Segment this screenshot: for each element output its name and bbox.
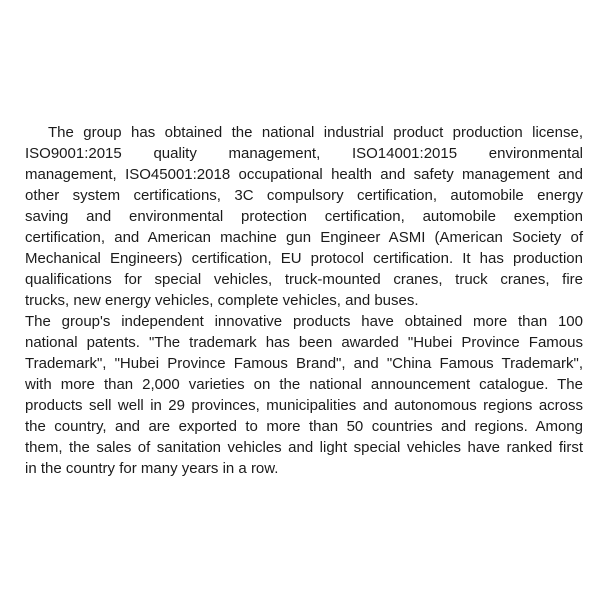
text-line: qualifications for special vehicles, truck-mounted cranes, truck cranes, fire: [25, 271, 583, 288]
text-line: them, the sales of sanitation vehicles and light special vehicles have ranked first: [25, 439, 583, 456]
text-line: trucks, new energy vehicles, complete vehicles, and buses.: [25, 292, 419, 309]
text-line: ISO9001:2015 quality management, ISO14001:2015 environmental: [25, 145, 583, 162]
text-line: management, ISO45001:2018 occupational health and safety management and: [25, 166, 583, 183]
text-line: in the country for many years in a row.: [25, 460, 279, 477]
text-line: with more than 2,000 varieties on the national announcement catalogue. The: [25, 376, 583, 393]
text-line: other system certifications, 3C compulsory certification, automobile energy: [25, 187, 583, 204]
text-line: the country, and are exported to more than 50 countries and regions. Among: [25, 418, 583, 435]
paragraph: [25, 122, 583, 311]
text-line: The group's independent innovative products have obtained more than 100: [25, 313, 583, 330]
text-line: products sell well in 29 provinces, municipalities and autonomous regions across: [25, 397, 583, 414]
paragraph: [25, 311, 583, 479]
text-line: The group has obtained the national industrial product production license,: [48, 124, 583, 141]
text-line: national patents. "The trademark has been awarded "Hubei Province Famous: [25, 334, 583, 351]
text-line: Mechanical Engineers) certification, EU protocol certification. It has production: [25, 250, 583, 267]
text-line: certification, and American machine gun Engineer ASMI (American Society of: [25, 229, 583, 246]
document-text: [25, 122, 583, 479]
text-line: saving and environmental protection certification, automobile exemption: [25, 208, 583, 225]
text-line: Trademark", "Hubei Province Famous Brand", and "China Famous Trademark",: [25, 355, 583, 372]
